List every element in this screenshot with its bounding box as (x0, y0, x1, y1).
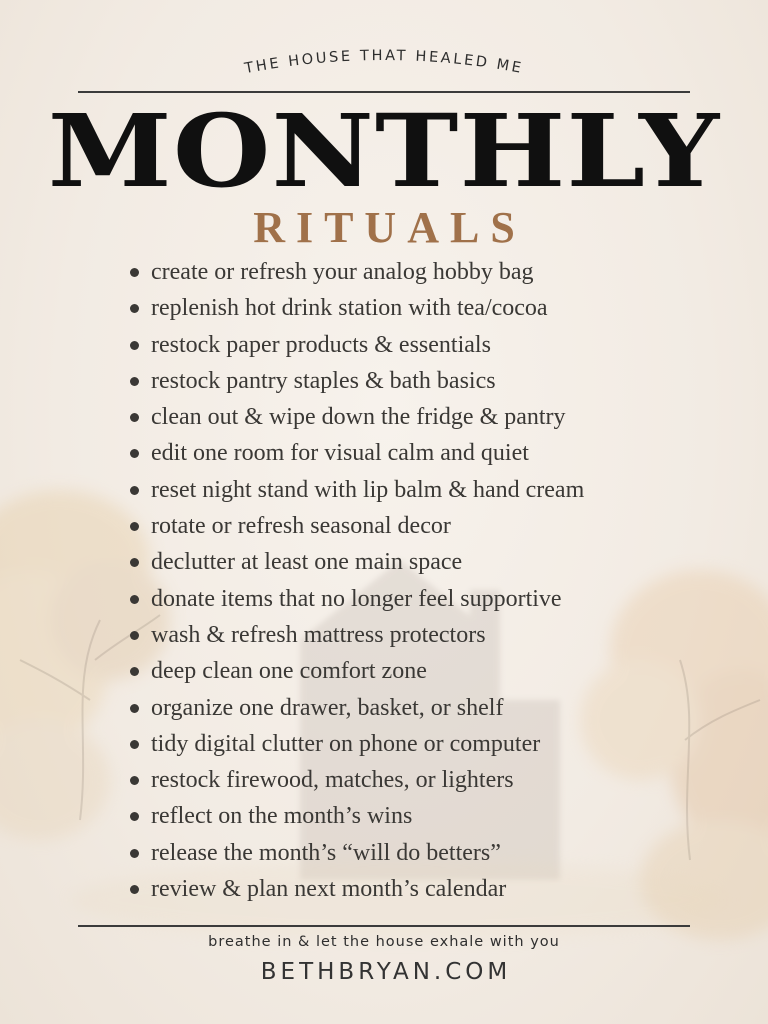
list-item (130, 508, 584, 544)
list-item-text: deep clean one comfort zone (151, 658, 427, 685)
list-item (130, 544, 584, 580)
bullet-icon (130, 776, 139, 785)
list-item (130, 435, 584, 471)
list-item-text: create or refresh your analog hobby bag (151, 259, 534, 285)
list-item-text: reset night stand with lip balm & hand cream (151, 476, 585, 503)
bullet-icon (130, 268, 139, 277)
list-item-text: review & plan next month’s calendar (151, 876, 507, 903)
list-item-text: wash & refresh mattress protectors (151, 621, 486, 648)
list-item (130, 653, 584, 689)
list-item (130, 835, 584, 871)
list-item (130, 798, 584, 834)
list-item-text: organize one drawer, basket, or shelf (151, 694, 504, 721)
bullet-icon (130, 341, 139, 350)
list-item (130, 581, 584, 617)
bullet-icon (130, 885, 139, 894)
list-item (130, 726, 584, 762)
list-item-text: donate items that no longer feel supportive (151, 585, 562, 612)
website-link[interactable]: BETHBRYAN.COM (260, 959, 512, 985)
bottom-divider (78, 925, 690, 927)
page-title: MONTHLY (47, 92, 721, 210)
bullet-icon (130, 377, 139, 386)
list-item (130, 472, 584, 508)
list-item-text: restock paper products & essentials (151, 331, 491, 358)
bullet-icon (130, 740, 139, 749)
list-item-text: rotate or refresh seasonal decor (151, 513, 451, 540)
bullet-icon (130, 486, 139, 495)
bullet-icon (130, 595, 139, 604)
bullet-icon (130, 631, 139, 640)
bullet-icon (130, 667, 139, 676)
list-item (130, 871, 584, 907)
list-item-text: edit one room for visual calm and quiet (151, 440, 529, 467)
svg-text:THE HOUSE THAT HEALED ME: THE HOUSE THAT HEALED ME (243, 47, 525, 78)
bullet-icon (130, 449, 139, 458)
list-item-text: release the month’s “will do betters” (151, 839, 501, 866)
list-item (130, 363, 584, 399)
list-item (130, 762, 584, 798)
bullet-icon (130, 413, 139, 422)
list-item-text: clean out & wipe down the fridge & pantry (151, 404, 566, 431)
list-item (130, 290, 584, 326)
page-subtitle: RITUALS (253, 203, 526, 252)
bullet-icon (130, 704, 139, 713)
list-item (130, 690, 584, 726)
list-item-text: restock firewood, matches, or lighters (151, 767, 514, 794)
list-item (130, 254, 584, 290)
bullet-icon (130, 558, 139, 567)
bullet-icon (130, 812, 139, 821)
ritual-list (130, 254, 584, 907)
list-item (130, 327, 584, 363)
list-item-text: restock pantry staples & bath basics (151, 367, 496, 394)
bullet-icon (130, 849, 139, 858)
list-item (130, 399, 584, 435)
bullet-icon (130, 522, 139, 531)
bullet-icon (130, 304, 139, 313)
list-item-text: tidy digital clutter on phone or computer (151, 730, 541, 757)
brand-arc-text (0, 30, 768, 100)
list-item (130, 617, 584, 653)
list-item-text: replenish hot drink station with tea/cocoa (151, 295, 548, 322)
list-item-text: declutter at least one main space (151, 549, 463, 576)
footer-tagline: breathe in & let the house exhale with you (208, 934, 560, 950)
list-item-text: reflect on the month’s wins (151, 803, 413, 830)
